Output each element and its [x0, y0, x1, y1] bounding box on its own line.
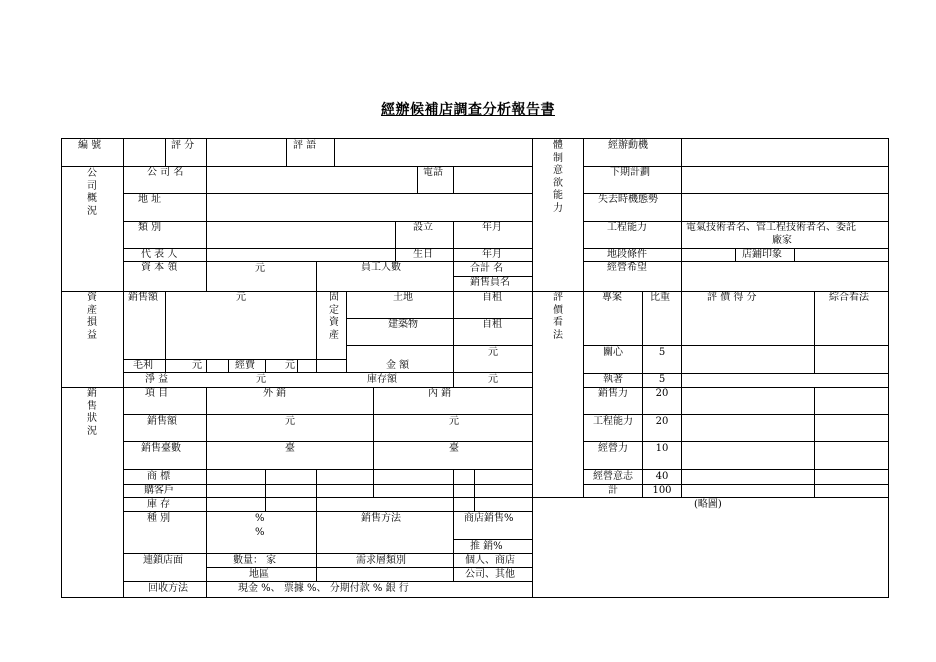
grid-line — [346, 291, 347, 373]
label-inventory-amount: 庫存額 — [367, 374, 397, 385]
grid-line — [165, 291, 166, 373]
label-ext-units: 臺 — [285, 443, 295, 454]
label-pct-2: % — [255, 527, 265, 538]
grid-line — [123, 441, 533, 442]
label-capital-yuan: 元 — [255, 263, 265, 274]
grid-line — [123, 248, 533, 249]
label-building: 建築物 — [388, 319, 418, 330]
label-location: 地段條件 — [607, 249, 647, 260]
grid-line — [346, 318, 533, 319]
grid-line — [814, 387, 815, 498]
grid-line — [373, 387, 374, 498]
label-capital: 資 本 領 — [141, 262, 178, 273]
eval-row-name: 工程能力 — [593, 416, 633, 427]
grid-line — [583, 414, 889, 415]
grid-line — [206, 138, 207, 167]
label-sales-amount: 銷售額 — [128, 292, 158, 303]
grid-line — [297, 359, 298, 373]
label-domestic: 內 銷 — [428, 388, 452, 399]
label-quantity: 數量： 家 — [233, 555, 277, 566]
section-sales: 銷售狀況 — [87, 388, 97, 437]
grid-line — [681, 138, 682, 292]
label-sales-staff: 銷售員名 — [470, 277, 510, 288]
label-map: (略圖) — [694, 499, 722, 510]
label-eng-detail-2: 廠家 — [772, 235, 792, 246]
grid-line — [123, 469, 533, 470]
grid-line — [123, 261, 533, 262]
label-land: 土地 — [393, 292, 413, 303]
label-pct-1: % — [255, 513, 265, 524]
label-missed: 失去時機態勢 — [598, 194, 658, 205]
label-bianhao: 編 號 — [78, 140, 102, 151]
grid-line — [735, 248, 736, 262]
label-collection-detail: 現金 %、 票據 %、 分期付款 % 銀 行 — [238, 583, 409, 594]
label-individual: 個人、商店 — [465, 555, 515, 566]
label-phone: 電話 — [423, 167, 443, 178]
label-ext-yuan: 元 — [285, 416, 295, 427]
label-stock: 庫 存 — [147, 499, 171, 510]
grid-line — [794, 248, 795, 262]
grid-line — [316, 261, 317, 292]
grid-line — [206, 359, 207, 373]
label-kind: 種 別 — [147, 513, 171, 524]
section-system: 體制意欲能力 — [553, 140, 563, 214]
eval-row-name: 銷售力 — [598, 388, 628, 399]
label-hope: 經營希望 — [607, 262, 647, 273]
grid-line — [532, 497, 584, 498]
grid-line — [206, 567, 533, 568]
grid-line — [583, 441, 889, 442]
grid-line — [346, 345, 533, 346]
label-np-yuan: 元 — [256, 374, 266, 385]
grid-line — [123, 221, 533, 222]
label-overall: 綜合看法 — [829, 292, 869, 303]
grid-line — [61, 387, 533, 388]
grid-line — [123, 484, 533, 485]
label-customers: 購客戶 — [144, 485, 174, 496]
eval-row-name: 執著 — [603, 374, 623, 385]
label-collection: 回收方法 — [148, 583, 188, 594]
grid-line — [453, 291, 454, 388]
grid-line — [123, 372, 533, 373]
label-type: 類 別 — [138, 222, 162, 233]
label-chain-store: 連鎖店面 — [143, 555, 183, 566]
grid-line — [123, 414, 533, 415]
label-amount: 金 額 — [386, 360, 410, 371]
label-next-plan: 下期計劃 — [610, 167, 650, 178]
label-demand-type: 需求層類別 — [356, 555, 406, 566]
label-fixed-assets: 固定資產 — [329, 292, 339, 341]
label-total: 合計 名 — [470, 263, 504, 274]
grid-line — [453, 221, 454, 292]
label-pingyu: 評 語 — [293, 140, 317, 151]
label-eval-item: 專案 — [602, 292, 622, 303]
grid-line — [61, 138, 62, 598]
label-external: 外 銷 — [263, 388, 287, 399]
label-amount-yuan: 元 — [488, 347, 498, 358]
label-motive: 經辦動機 — [608, 140, 648, 151]
eval-row-name: 計 — [608, 485, 618, 496]
grid-line — [265, 469, 266, 512]
grid-line — [206, 166, 207, 292]
grid-line — [123, 497, 533, 498]
label-dom-yuan: 元 — [449, 416, 459, 427]
grid-line — [417, 166, 418, 194]
grid-line — [334, 138, 335, 167]
label-net-profit: 淨 益 — [145, 374, 169, 385]
grid-line — [123, 193, 533, 194]
label-gross-profit: 毛利 — [133, 360, 153, 371]
grid-line — [888, 138, 889, 598]
eval-row-weight: 5 — [658, 374, 666, 385]
label-exp-yuan: 元 — [285, 360, 295, 371]
label-item: 項 目 — [145, 388, 169, 399]
label-address: 地 址 — [138, 194, 162, 205]
grid-line — [61, 138, 889, 139]
grid-line — [681, 291, 682, 498]
eval-row-weight: 40 — [655, 471, 669, 482]
label-area: 地區 — [249, 569, 269, 580]
section-asset: 資產損益 — [87, 292, 97, 341]
label-year-month: 年月 — [482, 222, 502, 233]
label-trademark: 商 標 — [147, 471, 171, 482]
label-sales-units: 銷售臺數 — [141, 443, 181, 454]
label-pingfen: 評 分 — [171, 140, 195, 151]
grid-line — [123, 138, 124, 598]
grid-line — [123, 511, 533, 512]
eval-row-weight: 10 — [655, 443, 669, 454]
eval-row-name: 關心 — [603, 347, 623, 358]
label-eng-detail-1: 電氣技術者名、管工程技術者名、委託 — [686, 222, 856, 233]
eval-row-weight: 5 — [658, 347, 666, 358]
grid-line — [123, 553, 533, 554]
label-established: 設立 — [413, 222, 433, 233]
label-sales-method: 銷售方法 — [361, 513, 401, 524]
label-sales-yuan: 元 — [236, 292, 246, 303]
grid-line — [165, 138, 166, 167]
grid-line — [286, 138, 287, 167]
grid-line — [583, 497, 889, 498]
grid-line — [583, 345, 889, 346]
label-birth: 生日 — [413, 249, 433, 260]
grid-line — [453, 539, 533, 540]
label-sales-amt2: 銷售額 — [147, 416, 177, 427]
section-eval: 評價看法 — [553, 292, 563, 341]
label-expenses: 經費 — [235, 360, 255, 371]
grid-line — [316, 469, 317, 512]
grid-line — [316, 511, 317, 582]
grid-line — [395, 221, 396, 262]
grid-line — [453, 469, 454, 582]
eval-row-name: 經營意志 — [593, 471, 633, 482]
label-company-name: 公 司 名 — [147, 167, 184, 178]
label-self-rent-1: 自租 — [482, 292, 502, 303]
label-self-rent-2: 自租 — [482, 319, 502, 330]
label-representative: 代 表 人 — [141, 249, 178, 260]
grid-line — [453, 166, 454, 194]
grid-line — [532, 138, 533, 598]
label-dom-units: 臺 — [449, 443, 459, 454]
grid-line — [61, 166, 533, 167]
label-engineering: 工程能力 — [607, 222, 647, 233]
eval-row-weight: 100 — [652, 485, 672, 496]
eval-row-weight: 20 — [655, 416, 669, 427]
label-impression: 店鋪印象 — [742, 249, 782, 260]
label-store-sales: 商店銷售% — [464, 513, 514, 524]
label-gp-yuan: 元 — [192, 360, 202, 371]
eval-row-weight: 20 — [655, 388, 669, 399]
grid-line — [814, 291, 815, 374]
grid-line — [583, 469, 889, 470]
label-birth-ym: 年月 — [482, 249, 502, 260]
grid-line — [316, 291, 317, 373]
label-push-sales: 推 銷% — [470, 541, 503, 552]
label-eval-weight: 比重 — [650, 292, 670, 303]
grid-line — [265, 359, 266, 373]
grid-line — [228, 359, 229, 373]
label-company-other: 公司、其他 — [465, 569, 515, 580]
label-employees: 員工人數 — [361, 262, 401, 273]
grid-line — [61, 597, 889, 598]
label-eval-score: 評 價 得 分 — [707, 292, 757, 303]
section-company: 公司概況 — [87, 168, 97, 217]
grid-line — [474, 469, 475, 512]
grid-line — [123, 581, 533, 582]
eval-row-name: 經營力 — [598, 443, 628, 454]
label-inv-yuan: 元 — [488, 374, 498, 385]
page-title: 經辦候補店調查分析報告書 — [381, 102, 555, 118]
